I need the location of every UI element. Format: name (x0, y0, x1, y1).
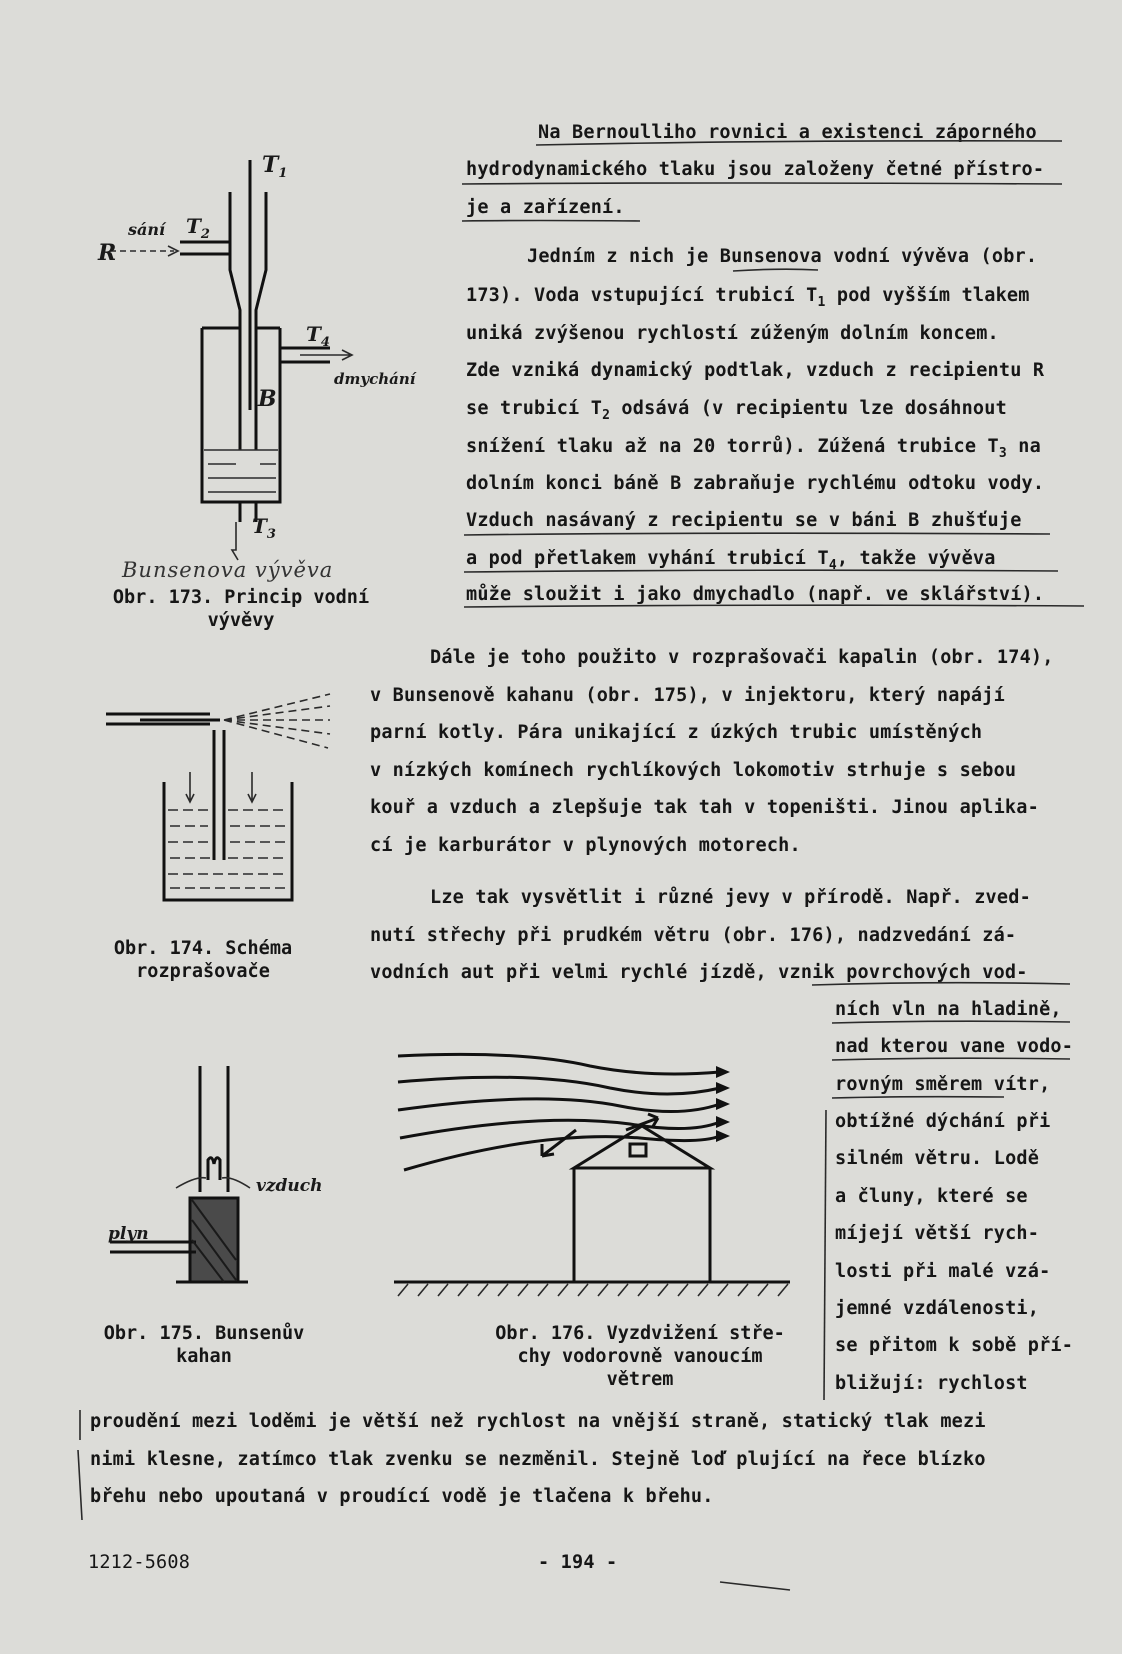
fig176-caption-2: chy vodorovně vanoucím (517, 1346, 763, 1367)
para1-line-3: je a zařízení. (466, 197, 625, 218)
fig173-label-dmychani: dmychání (334, 370, 416, 388)
fig173-caption-2: vývěvy (207, 610, 275, 631)
para2-line-2: 173). Voda vstupující trubicí $T_1$ pod vyšším tlakem (466, 285, 1030, 310)
fig175-caption-1: Obr. 175. Bunsenův (103, 1323, 305, 1344)
para4-narrow-7: míjejí větší rych- (835, 1223, 1040, 1244)
para4-narrow-10: se přitom k sobě pří- (835, 1335, 1074, 1356)
fig174-caption-2: rozprašovače (136, 961, 270, 982)
fig173-caption-1: Obr. 173. Princip vodní (112, 587, 370, 608)
fig174-caption-1: Obr. 174. Schéma (113, 938, 293, 959)
para4-narrow-2: nad kterou vane vodo- (835, 1036, 1074, 1057)
fig173-label-r: R (98, 240, 117, 266)
para2-line-6: snížení tlaku až na 20 torrů). Zúžená trubice $T_3$ na (466, 436, 1041, 461)
para2-line-10: může sloužit i jako dmychadlo (např. ve sklářství). (466, 584, 1045, 605)
para1-line-2: hydrodynamického tlaku jsou založeny četné přístro- (466, 159, 1045, 180)
fig173-handwritten-note: Bunsenova vývěva (122, 558, 334, 582)
fig175-drawing (100, 1060, 340, 1290)
para3-line-3: parní kotly. Pára unikající z úzkých trubic umístěných (370, 722, 983, 743)
fig173-label-b: B (258, 386, 277, 412)
para4-narrow-3: rovným směrem vítr, (835, 1074, 1051, 1095)
para3-line-5: kouř a vzduch a zlepšuje tak tah v topeništi. Jinou aplika- (370, 797, 1039, 818)
fig173-label-t1: $T_1$ (262, 152, 288, 181)
para2-line-9: a pod přetlakem vyhání trubicí $T_4$, takže vývěva (466, 548, 996, 573)
para4-narrow-5: silném větru. Lodě (835, 1148, 1040, 1169)
para4-narrow-9: jemné vzdálenosti, (835, 1298, 1040, 1319)
page-number: - 194 - (538, 1552, 618, 1573)
para4-end-1: proudění mezi loděmi je větší než rychlost na vnější straně, statický tlak mezi (90, 1411, 986, 1432)
fig176-drawing (390, 1040, 790, 1310)
para3-line-1: Dále je toho použito v rozprašovači kapalin (obr. 174), (430, 647, 1054, 668)
para2-line-5: se trubicí $T_2$ odsává (v recipientu lze dosáhnout (466, 398, 1007, 423)
para4-narrow-6: a čluny, které se (835, 1186, 1028, 1207)
para3-line-6: cí je karburátor v plynových motorech. (370, 835, 801, 856)
para4-end-3: břehu nebo upoutaná v proudící vodě je tlačena k břehu. (90, 1486, 714, 1507)
para3-line-2: v Bunsenově kahanu (obr. 175), v injektoru, který napájí (370, 685, 1005, 706)
para4-narrow-8: losti při malé vzá- (835, 1261, 1051, 1282)
fig175-label-vzduch: vzduch (256, 1176, 323, 1196)
fig174-drawing (100, 680, 340, 900)
fig176-caption-1: Obr. 176. Vyzdvižení stře- (495, 1323, 785, 1344)
para2-line-4: Zde vzniká dynamický podtlak, vzduch z recipientu R (466, 360, 1045, 381)
para4-end-2: nimi klesne, zatímco tlak zvenku se nezměnil. Stejně loď plující na řece blízko (90, 1449, 986, 1470)
para4-line-2: nutí střechy při prudkém větru (obr. 176), nadzvedání zá- (370, 925, 1017, 946)
fig173-label-t2: $T_2$ (186, 214, 210, 242)
para4-line-1: Lze tak vysvětlit i různé jevy v přírodě. Např. zved- (430, 887, 1031, 908)
para4-narrow-1: ních vln na hladině, (835, 999, 1062, 1020)
para4-line-3: vodních aut při velmi rychlé jízdě, vznik povrchových vod- (370, 962, 1028, 983)
para2-line-1: Jedním z nich je Bunsenova vodní vývěva (obr. (527, 246, 1038, 267)
para2-line-3: uniká zvýšenou rychlostí zúženým dolním koncem. (466, 323, 999, 344)
para4-narrow-11: bližují: rychlost (835, 1373, 1028, 1394)
fig173-label-t4: $T_4$ (306, 322, 330, 350)
para2-line-8: Vzduch nasávaný z recipientu se v báni B zhušťuje (466, 510, 1022, 531)
para1-line-1: Na Bernoulliho rovnici a existenci záporného (538, 122, 1037, 143)
fig176-caption-3: větrem (606, 1369, 674, 1390)
fig175-caption-2: kahan (176, 1346, 232, 1367)
para4-narrow-4: obtížné dýchání při (835, 1111, 1051, 1132)
fig173-label-sani: sání (128, 220, 166, 239)
fig173-drawing (90, 150, 410, 570)
fig173-label-t3: $T_3$ (252, 514, 276, 542)
para3-line-4: v nízkých komínech rychlíkových lokomotiv strhuje s sebou (370, 760, 1017, 781)
fig175-label-plyn: plyn (108, 1224, 149, 1244)
para2-line-7: dolním konci báně B zabraňuje rychlému odtoku vody. (466, 473, 1045, 494)
footer-code: 1212-5608 (88, 1552, 191, 1573)
